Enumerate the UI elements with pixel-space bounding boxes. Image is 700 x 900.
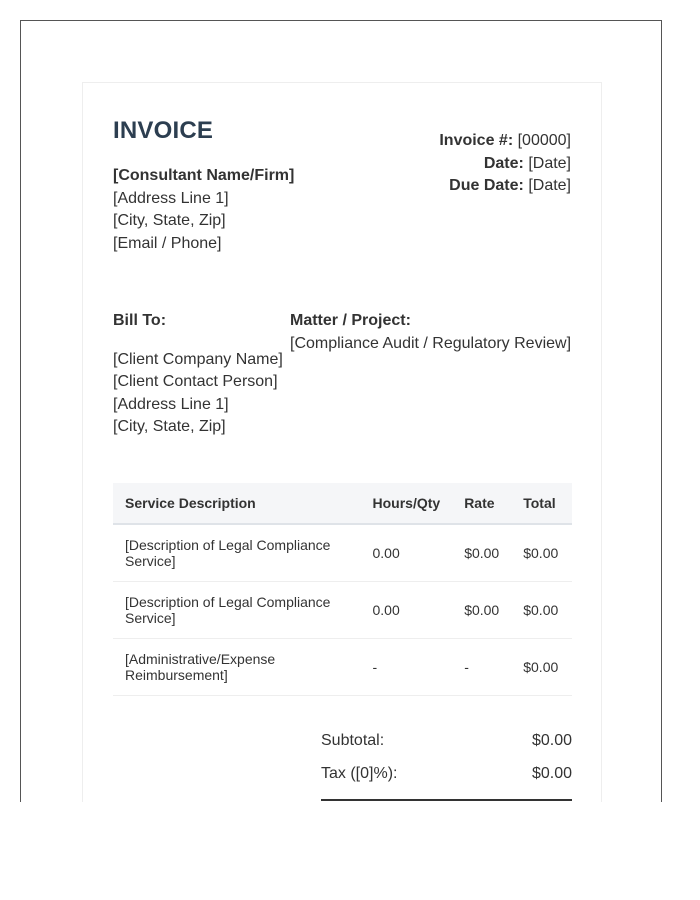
row-hours: - <box>361 638 453 695</box>
header-rate: Rate <box>452 483 511 524</box>
row-description-text: [Administrative/Expense Reimbursement] <box>125 650 276 683</box>
row-hours: 0.00 <box>361 581 453 638</box>
tax-row <box>321 763 572 796</box>
invoice-due-label: Due Date: <box>449 177 524 194</box>
invoice-due-date <box>439 175 571 198</box>
subtotal-value: $0.00 <box>531 732 572 749</box>
invoice-due-value: [Date] <box>528 177 571 194</box>
row-rate: $0.00 <box>452 524 511 581</box>
row-rate: - <box>452 638 511 695</box>
invoice-number-value: [00000] <box>517 132 571 149</box>
consultant-address: [Address Line 1] <box>113 189 229 207</box>
subtotal-label: Subtotal: <box>321 732 385 749</box>
line-items-table <box>113 483 572 696</box>
table-row <box>113 638 572 695</box>
bill-to-label: Bill To: <box>113 312 167 329</box>
invoice-date <box>439 153 571 176</box>
invoice-date-value: [Date] <box>528 154 571 172</box>
consultant-info <box>113 165 294 255</box>
header-total: Total <box>511 483 572 524</box>
row-hours: 0.00 <box>361 524 453 581</box>
table-row <box>113 581 572 638</box>
invoice-number-label: Invoice #: <box>439 132 514 149</box>
client-address: [Address Line 1] <box>113 395 229 413</box>
row-rate: $0.00 <box>452 581 511 638</box>
matter-label: Matter / Project: <box>290 312 411 329</box>
invoice-date-label: Date: <box>483 154 524 172</box>
header-description: Service Description <box>113 483 361 524</box>
tax-label: Tax ([0]%): <box>321 765 398 782</box>
header-hours: Hours/Qty <box>361 483 453 524</box>
row-description <box>113 581 361 638</box>
row-total: $0.00 <box>511 524 572 581</box>
invoice-meta <box>439 130 571 198</box>
totals-divider <box>321 799 572 801</box>
invoice-number <box>439 130 571 153</box>
subtotal-row <box>321 730 572 763</box>
row-description-text: [Description of Legal Compliance Service] <box>125 536 331 569</box>
row-description-text: [Description of Legal Compliance Service] <box>125 593 331 626</box>
client-city: [City, State, Zip] <box>113 418 226 435</box>
row-total: $0.00 <box>511 638 572 695</box>
matter-value: [Compliance Audit / Regulatory Review] <box>290 334 572 352</box>
totals-section <box>321 730 572 796</box>
table-row <box>113 524 572 581</box>
matter-section <box>290 310 571 355</box>
consultant-contact: [Email / Phone] <box>113 234 222 252</box>
invoice-title: INVOICE <box>113 117 214 144</box>
row-description <box>113 524 361 581</box>
document-frame <box>20 20 662 802</box>
client-company: [Client Company Name] <box>113 350 283 368</box>
client-contact: [Client Contact Person] <box>113 373 278 390</box>
row-description <box>113 638 361 695</box>
table-header-row <box>113 483 572 524</box>
tax-value: $0.00 <box>531 765 572 782</box>
bill-to-section <box>113 310 283 439</box>
invoice-sheet <box>82 82 602 802</box>
row-total: $0.00 <box>511 581 572 638</box>
consultant-city: [City, State, Zip] <box>113 212 226 229</box>
consultant-name: [Consultant Name/Firm] <box>113 167 295 184</box>
